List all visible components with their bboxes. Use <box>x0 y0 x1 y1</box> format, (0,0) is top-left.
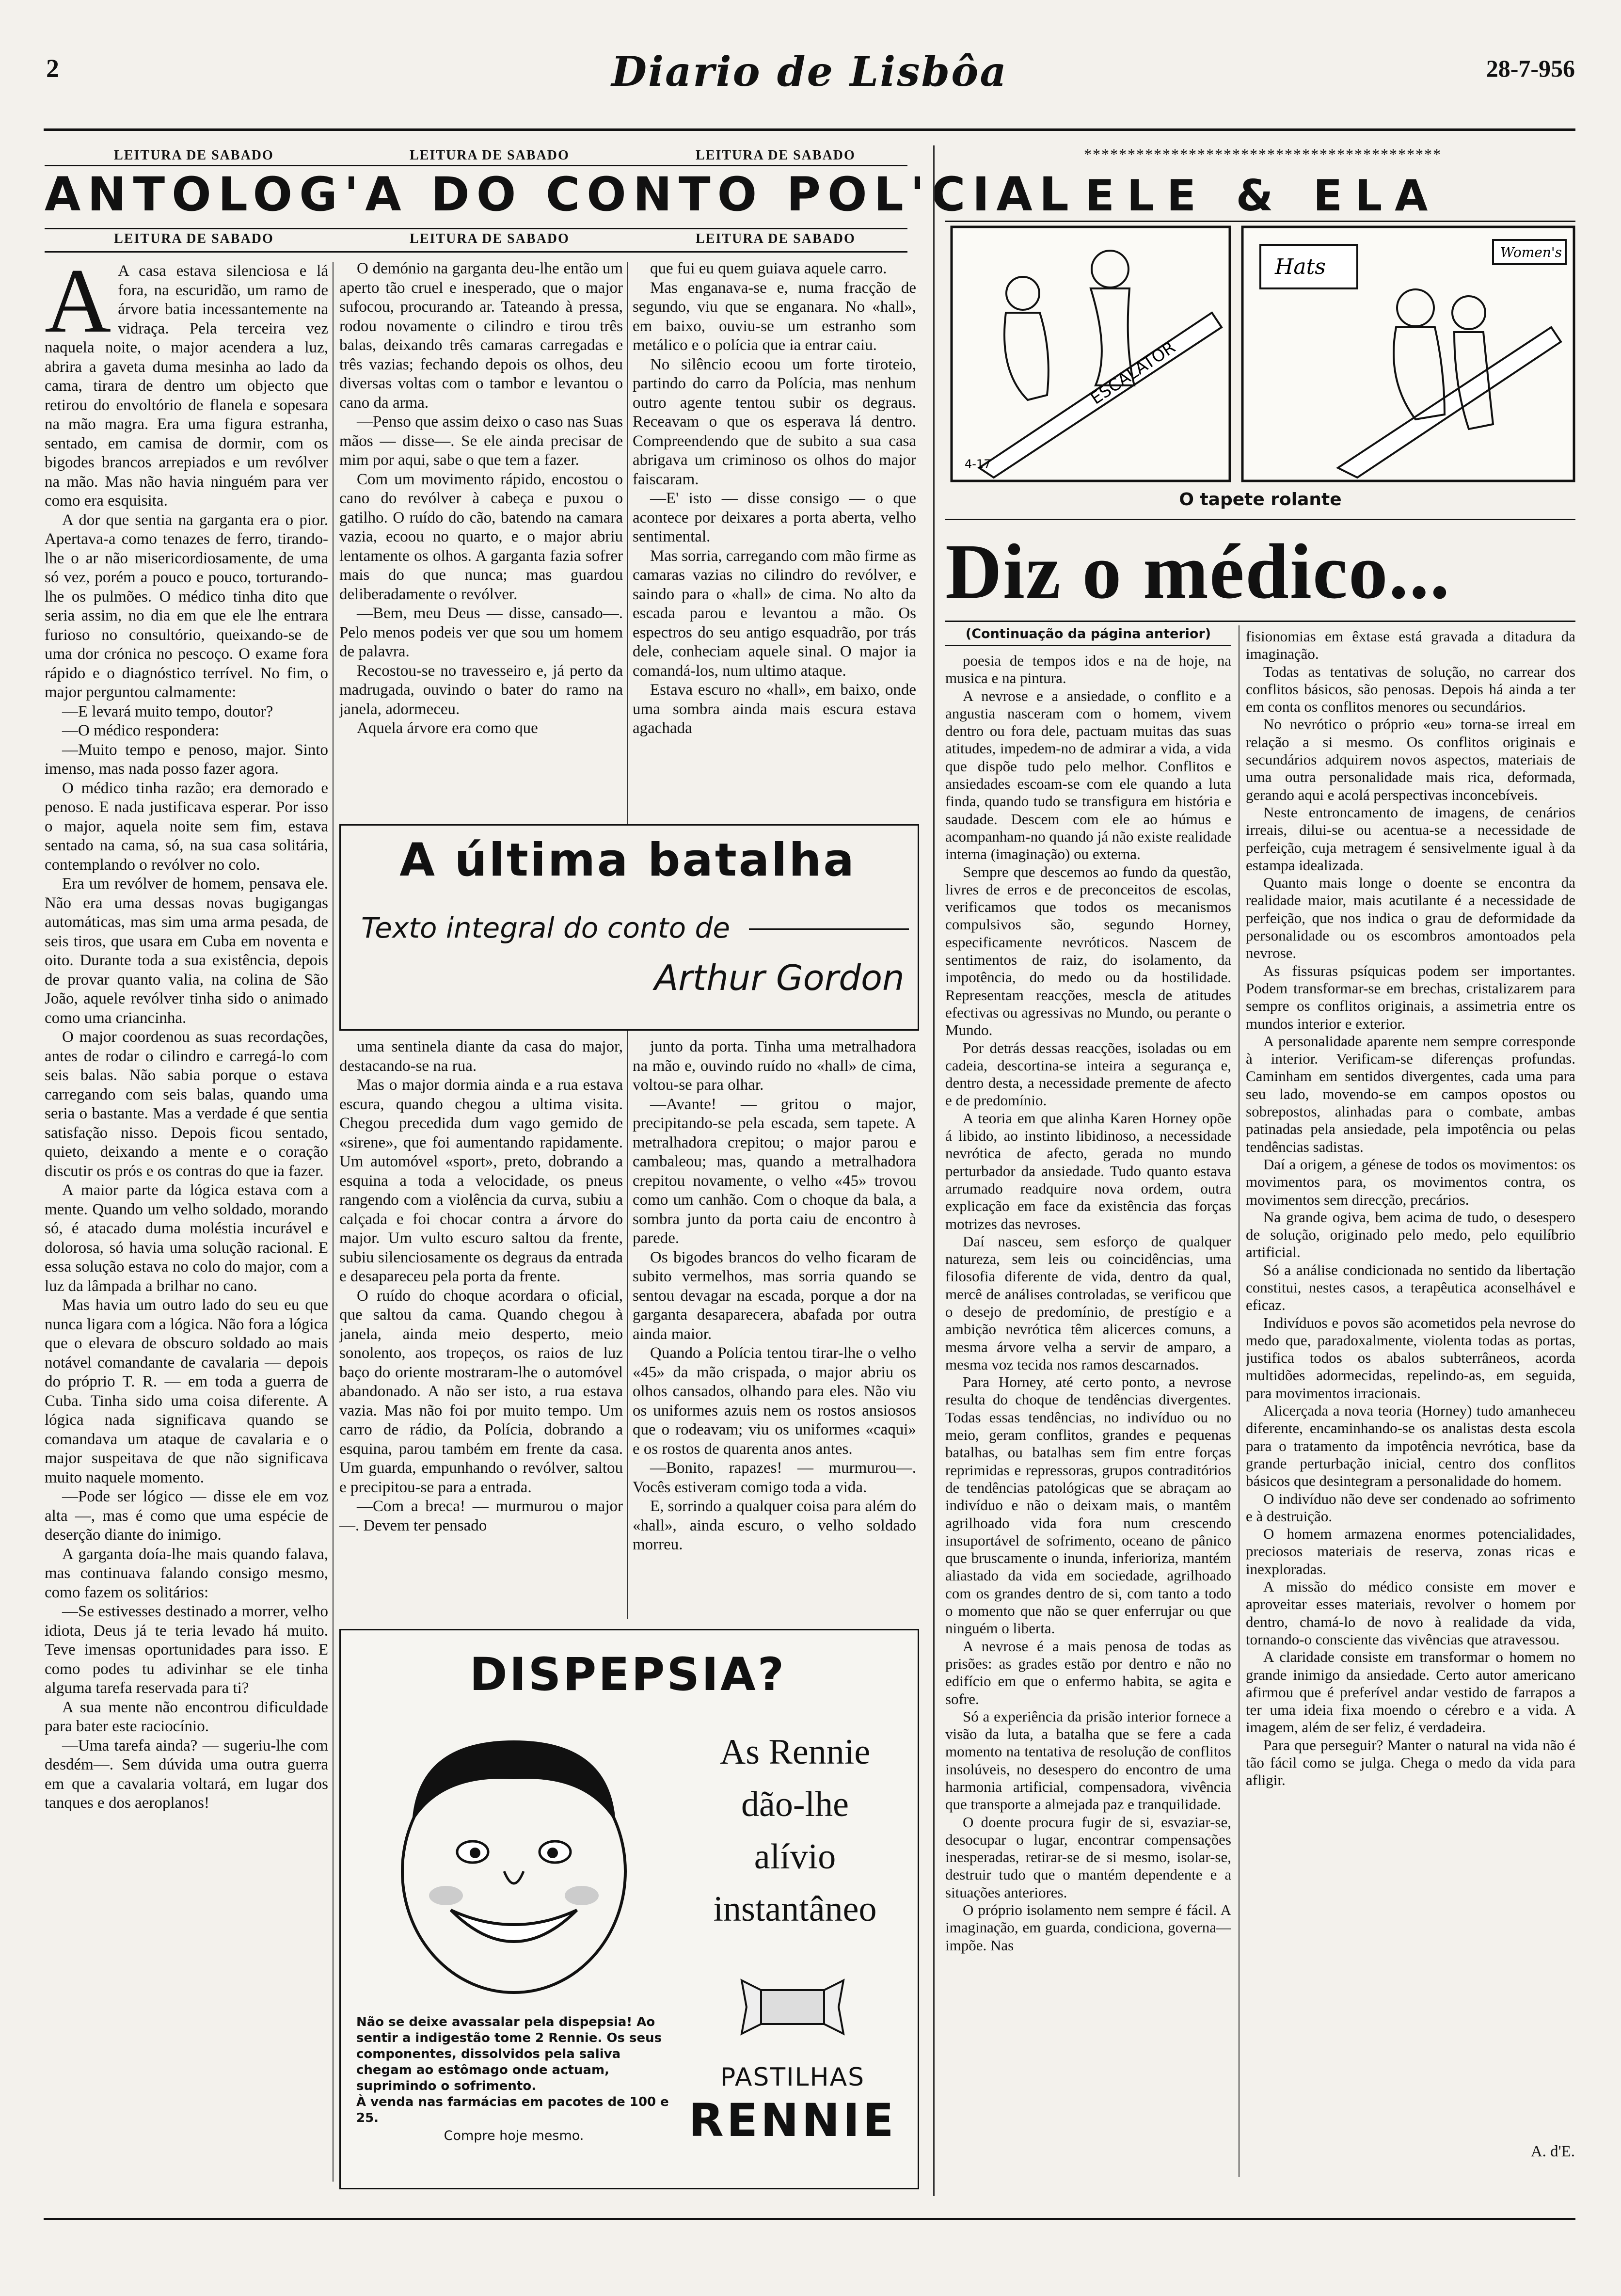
comic-title-rule <box>945 221 1575 222</box>
smiling-boy-illustration <box>359 1711 669 2002</box>
comic-caption: O tapete rolante <box>1179 490 1342 510</box>
story-paragraph: Era um revólver de homem, pensava ele. Não era uma dessas novas bugigangas automáticas, mas sim uma arma pesada, de seis tiros, que usara em Cuba em noventa e oito. Durante toda a sua existência, depois de provar quanto valia, na colina de São João, aquele revólver tinha sido o animado como uma criancinha. <box>45 875 328 1027</box>
column-paragraph: Daí a origem, a génese de todos os movimentos: os movimentos para, os movimentos contra, os movimentos sem direcção, precários. <box>1246 1155 1575 1208</box>
story-column-3b <box>633 1037 916 1619</box>
continuation-note: (Continuação da página anterior) <box>965 626 1211 641</box>
story-paragraph: Mas havia um outro lado do seu eu que nunca ligara com a lógica. Não fora a lógica que o elevara de obscuro soldado ao mais notável comandante de cavalaria — depois do próprio T. R. — em toda a guerra de Cuba. Tinha sido uma coisa diferente. A lógica nada significava quando se comandava um ataque de cavalaria e o major suspeitava de que não significava muito naquele momento. <box>45 1296 328 1486</box>
column-paragraph: A personalidade aparente nem sempre corresponde à interior. Verificam-se diferenças profundas. Caminham em sentidos divergentes, cada uma para seu lado, movendo-se em campos opostos ou sobrepostos, alinhadas para o combate, ambas patinadas pela ansiedade, pela impotência ou pelas tendências sadistas. <box>1246 1032 1575 1155</box>
column-paragraph: Sempre que descemos ao fundo da questão, livres de erros e de preconceitos de escolas, verificamos que todos os mecanismos compulsivos são, segundo Horney, especificamente nevróticos. Nascem de sentimentos de raiz, do isolamento, da impotência, do medo ou da hostilidade. Representam reacções, mescla de atitudes efectivas ou agressivas no Mundo, ou perante o Mundo. <box>945 863 1231 1039</box>
story-paragraph: Estava escuro no «hall», em baixo, onde uma sombra ainda mais escura estava agachada <box>633 681 916 737</box>
story-paragraph: —Se estivesses destinado a morrer, velho idiota, Deus já te teria levado há muito. Teve imensas oportunidades para isso. E como podes tu adivinhar se ele tinha alguma tarefa reservada para ti? <box>45 1603 328 1697</box>
column-rule <box>1239 625 1240 2177</box>
slogan-line: alívio <box>754 1837 836 1877</box>
story-column-1 <box>45 262 328 2182</box>
story-paragraph: O major coordenou as suas recordações, antes de rodar o cilindro e carregá-lo com seis balas. Não sabia porque o estava carregando com seis balas, quando uma seria o bastante. Mas a verdade é que sentia satisfação nisso. Depois ficou sentado, quieto, deixando a mente e o coração discutir os prós e os contras do que ia fazer. <box>45 1028 328 1180</box>
advert-availability: À venda nas farmácias em pacotes de 100 e 25. <box>356 2095 669 2125</box>
story-paragraph: Os bigodes brancos do velho ficaram de subito vermelhos, mas sorria quando se sentou devagar na escada, porque a dor na garganta desaparecera, abafada por outra ainda maior. <box>633 1248 916 1343</box>
womens-sign: Women's <box>1500 244 1562 260</box>
story-paragraph: que fui eu quem guiava aquele carro. <box>650 260 887 277</box>
story-paragraph: Mas sorria, carregando com mão firme as camaras vazias no cilindro do revólver, e saindo para o «hall» de cima. No alto da escada parou e levantou a mão. Os espectros do seu antigo esquadrão, por trás dele, conheciam aquele sinal. O major ia comandá-los, num ultimo ataque. <box>633 547 916 680</box>
column-paragraph: A claridade consiste em transformar o homem no grande inimigo da ansiedade. Certo autor americano afirmou que é preferível andar vestido de farrapos a ter uma ideia fixa moendo o cérebro e a vida. A imagem, além de ser feliz, é verdadeira. <box>1246 1648 1575 1736</box>
story-paragraph: —E' isto — disse consigo — o que acontece por deixares a porta aberta, velho sentimental. <box>633 490 916 545</box>
column-paragraph: A nevrose e a ansiedade, o conflito e a angustia nasceram com o homem, vivem dentro ou fora dele, pactuam muitas das suas atitudes, impedem-no de admirar a vida, a vida que dispõe tudo pelo melhor. Conflitos e ansiedades escoam-se com ele quando a luta finda, quando tudo se transfigura em história e saudade. Descem com ele ao húmus e acompanham-no quando já não existe realidade interna (imaginação) ou externa. <box>945 687 1231 863</box>
advert-small-print-text: Não se deixe avassalar pela dispepsia! Ao sentir a indigestão tome 2 Rennie. Os seus componentes, dissolvidos pela saliva chegam ao estômago onde actuam, suprimindo o sofrimento. <box>356 2015 662 2093</box>
story-author: Arthur Gordon <box>654 957 905 998</box>
column-paragraph: fisionomias em êxtase está gravada a ditadura da imaginação. <box>1246 628 1575 663</box>
column-paragraph: Por detrás dessas reacções, isoladas ou em cadeia, descortina-se inteira a segurança e, dentro desta, a necessidade premente de afecto e de predomínio. <box>945 1039 1231 1109</box>
story-paragraph: No silêncio ecoou um forte tiroteio, partindo do carro da Polícia, mas nenhum outro agente tentou subir os degraus. Receavam o que os esperava lá dentro. Compreendendo que de subito a sua casa abrigava um criminoso os olhos do major faiscaram. <box>633 355 916 488</box>
footer-rule <box>44 2218 1575 2220</box>
hats-sign: Hats <box>1275 255 1326 279</box>
column-paragraph: Alicerçada a nova teoria (Horney) tudo amanheceu diferente, encaminhando-se os analistas desta escola para o tratamento da impotência nevrótica, base da grande perturbação inicial, centro dos conflitos básicos que desintegram a personalidade do homem. <box>1246 1402 1575 1490</box>
column-paragraph: Para Horney, até certo ponto, a nevrose resulta do choque de tendências divergentes. Todas essas tendências, no indivíduo ou no meio, geram conflitos, grandes e pequenas batalhas, ou batalhas sem fim entre forças reprimidas e repressoras, grupos contraditórios de tendências patológicas que se abraçam ao indivíduo e não o deixam mais, o mantêm agrilhoado vida fora num crescendo insuportável de sofrimento, oceano de pânico que bruscamente o inunda, inferioriza, mantém aliastado da vida em sociedade, agrilhoado com os grandes dentro de si, com tanto a todo o momento que não se quer enferrujar ou que ninguém o liberta. <box>945 1373 1231 1637</box>
column-paragraph: A missão do médico consiste em mover e aproveitar esses materiais, revolver o homem por dentro, chamá-lo de novo à realidade da vida, tornando-o consciente das vivências que atravessou. <box>1246 1578 1575 1648</box>
story-paragraph: Mas enganava-se e, numa fracção de segundo, viu que se enganara. No «hall», em baixo, ouviu-se um estranho som metálico e o polícia que ia entrar caiu. <box>633 279 916 354</box>
story-paragraph: —Bonito, rapazes! — murmurou—. Vocês estiveram comigo toda a vida. <box>633 1459 916 1496</box>
story-paragraph: —O médico respondera: <box>62 722 220 739</box>
kicker-bottom-1: LEITURA DE SABADO <box>114 231 274 246</box>
page-number: 2 <box>46 54 59 83</box>
column-paragraph: As fissuras psíquicas podem ser importantes. Podem transformar-se em brechas, cristalizarem para sempre os conflitos originais, a assimetria entre os mundos interior e exterior. <box>1246 962 1575 1032</box>
escalator-sign: ESCALATOR <box>1087 337 1179 409</box>
story-paragraph: A garganta doía-lhe mais quando falava, mas continuava falando consigo mesmo, como fazem os solitários: <box>45 1545 328 1601</box>
column-paragraph: O homem armazena enormes potencialidades, preciosos materiais de reserva, zonas ricas e inexploradas. <box>1246 1525 1575 1578</box>
issue-date: 28-7-956 <box>1486 55 1575 82</box>
story-paragraph: —Com a breca! — murmurou o major—. Devem ter pensado <box>339 1498 623 1534</box>
column-paragraph: Todas as tentativas de solução, no carrear dos conflitos básicos, são penosas. Depois há ainda a ter em conta os conflitos menores ou secundários. <box>1246 663 1575 716</box>
column-title-rule <box>945 621 1575 622</box>
story-title: A última batalha <box>399 834 856 887</box>
story-paragraph: —Muito tempo e penoso, major. Sinto imenso, mas nada posso fazer agora. <box>45 741 328 778</box>
advert-small-print <box>356 2014 671 2126</box>
advert-brand: RENNIE <box>688 2094 897 2147</box>
advert-slogan <box>679 1726 911 1935</box>
comic-panel-1 <box>950 225 1231 482</box>
column-paragraph: Só a análise condicionada no sentido da libertação constitui, nestes casos, a terapêutica aconselhável e eficaz. <box>1246 1261 1575 1314</box>
story-paragraph: —Penso que assim deixo o caso nas Suas mãos — disse—. Se ele ainda precisar de mim por aqui, sabe o que tem a fazer. <box>339 413 623 469</box>
comic-bottom-rule <box>945 519 1575 520</box>
story-subtitle: Texto integral do conto de <box>361 911 731 944</box>
story-paragraph: junto da porta. Tinha uma metralhadora na mão e, ouvindo ruído no «hall» de cima, voltou-se para olhar. <box>633 1038 916 1094</box>
story-paragraph: —Avante! — gritou o major, precipitando-se pela escada, sem tapete. A metralhadora crepitou; o major parou e cambaleou; mas, quando a metralhadora crepitou novamente, o velho «45» trovou como um canhão. Com o choque da bala, a sombra junto da porta caiu de encontro à parede. <box>633 1095 916 1247</box>
story-paragraph: O médico tinha razão; era demorado e penoso. E nada justificava esperar. Por isso o major, aquela noite sem fim, estava sentado na cama, só, na sua casa solitária, contemplando o revólver no colo. <box>45 779 328 874</box>
story-paragraph: Com um movimento rápido, encostou o cano do revólver à cabeça e puxou o gatilho. O ruído do cão, batendo na camara vazia, ecoou no quarto, e o major abriu lentamente os olhos. A garganta fazia sofrer mais do que nunca; mas guardou deliberadamente o revólver. <box>339 470 623 603</box>
story-paragraph: —Bem, meu Deus — disse, cansado—. Pelo menos podeis ver que sou um homem de palavra. <box>339 605 623 660</box>
story-paragraph: uma sentinela diante da casa do major, destacando-se na rua. <box>339 1038 623 1075</box>
story-paragraph: Quando a Polícia tentou tirar-lhe o velho «45» da mão crispada, o major abriu os olhos cansados, olhando para eles. Não viu os uniformes azuis nem os rostos ansiosos que o rodeavam; viu os uniformes «caqui» e os rostos de quarenta anos antes. <box>633 1344 916 1458</box>
story-paragraph: Aquela árvore era como que <box>357 719 538 737</box>
advert-title: DISPEPSIA? <box>469 1648 786 1701</box>
slogan-line: As Rennie <box>719 1732 871 1772</box>
comic-title: ELE & ELA <box>1085 171 1441 221</box>
column-paragraph: A nevrose é a mais penosa de todas as prisões: as grades estão por dentro e não no edifício em que o enfermo habita, se agita e sofre. <box>945 1637 1231 1707</box>
column-paragraph: O doente procura fugir de si, esvaziar-se, desocupar o lugar, encontrar compensações inesperadas, retirar-se de si mesmo, isolar-se, destruir tudo que o mantém dependente e a situações anteriores. <box>945 1813 1231 1901</box>
drop-cap: A <box>45 262 111 352</box>
column-text-1 <box>945 652 1231 2169</box>
wrapped-tablet-icon <box>732 1976 853 2039</box>
strip-date: 4-17 <box>965 457 991 471</box>
continuation-rule <box>945 645 1231 646</box>
column-paragraph: Na grande ogiva, bem acima de tudo, o desespero de solução, originado pelo medo, pelo equilíbrio artificial. <box>1246 1208 1575 1261</box>
column-paragraph: Daí nasceu, sem esforço de qualquer natureza, sem leis ou coincidências, uma filosofia diferente de vida, dentro da qual, mercê de análises controladas, se verificou que o desejo de predomínio, de prestígio e a ambição nevrótica têm alicerces comuns, a mesma árvore velha a servir de amparo, a mesma voz tecida nos ramos descarnados. <box>945 1232 1231 1373</box>
column-text-2 <box>1246 628 1575 2136</box>
header-rule <box>44 128 1575 131</box>
anthology-title: ANTOLOG'A DO CONTO POL'CIAL <box>45 167 1076 222</box>
story-paragraph: Mas o major dormia ainda e a rua estava escura, quando chegou a ultima visita. Chegou precedida dum vago gemido de «sirene», que foi aumentando rapidamente. Um automóvel «sport», preto, dobrando a esquina a toda a velocidade, os pneus rangendo com a violência da curva, subiu a calçada e foi chocar contra a árvore do major. Um vulto escuro saltou da frente, subiu silenciosamente os degraus da entrada e desapareceu pela porta da frente. <box>339 1076 623 1285</box>
story-column-2 <box>339 259 623 822</box>
story-paragraph: —Pode ser lógico — disse ele em voz alta —, mas é como que uma espécie de deserção diante do inimigo. <box>45 1488 328 1544</box>
column-title: Diz o médico... <box>945 528 1451 615</box>
slogan-line: instantâneo <box>713 1889 877 1929</box>
masthead: Diario de Lisbôa <box>611 48 1008 96</box>
story-column-2b <box>339 1037 623 1619</box>
story-column-3 <box>633 259 916 822</box>
subtitle-rule <box>749 928 909 930</box>
anthology-rule-top <box>45 165 907 166</box>
story-paragraph: A maior parte da lógica estava com a mente. Quando um velho soldado, morando só, é atacado duma moléstia incurável e dolorosa, só havia uma solução racional. E essa solução estava no colo do major, com a luz da lâmpada a brilhar no cano. <box>45 1181 328 1295</box>
column-paragraph: A teoria em que alinha Karen Horney opõe á libido, ao instinto libidinoso, a necessidade nevrótica de afecto, gerada no mundo perturbador da ansiedade. Tudo quanto estava arrumado readquire nova ordem, outra explicação em face da existência das forças motrizes das nevroses. <box>945 1109 1231 1232</box>
comic-panel-2 <box>1241 225 1575 482</box>
comic-stars-top: ***************************************** <box>1084 145 1442 163</box>
column-paragraph: Neste entroncamento de imagens, de cenários irreais, dilui-se ou acentua-se a necessidade de perfeição, cuja metragem é sensivelmente igual à da estampa idealizada. <box>1246 803 1575 874</box>
kicker-top-2: LEITURA DE SABADO <box>410 148 570 163</box>
anthology-rule-base <box>45 251 907 253</box>
advert-product-line: PASTILHAS <box>720 2063 865 2092</box>
story-paragraph: O ruído do choque acordara o oficial, que saltou da cama. Quando chegou à janela, ainda meio desperto, meio sonolento, aos tropeços, os raios de luz baço do oriente mostraram-lhe o automóvel abandonado. A não ser isto, a rua estava vazia. Mas não foi por muito tempo. Um carro de rádio, da Polícia, dobrando a esquina, parou também em frente da casa. Um guarda, empunhando o revólver, saltou e precipitou-se para a entrada. <box>339 1287 623 1496</box>
story-paragraph: A sua mente não encontrou dificuldade para bater este raciocínio. <box>45 1698 328 1735</box>
kicker-bottom-3: LEITURA DE SABADO <box>696 231 856 246</box>
anthology-rule-bottom <box>45 228 907 229</box>
story-paragraph: A A casa estava silenciosa e lá fora, na escuridão, um ramo de árvore batia incessantemente na vidraça. Pela terceira vez naquela noite, o major acendera a luz, abrira a gaveta duma mesinha ao lado da cama, tirara de dentro um objecto que retirou do envoltório de flanela e sopesara na mão magra. Era uma figura estranha, sentado, em camisa de dormir, com os bigodes brancos arrepiados e um revólver na mão. Mas não havia ninguém para ver como era esquisita. <box>45 262 328 510</box>
column-paragraph: O indivíduo não deve ser condenado ao sofrimento e à destruição. <box>1246 1490 1575 1525</box>
story-paragraph: E, sorrindo a qualquer coisa para além do «hall», ainda escuro, o velho soldado morreu. <box>633 1498 916 1553</box>
column-paragraph: No nevrótico o próprio «eu» torna-se irreal em relação a si mesmo. Os conflitos originais e secundários adquirem novos aspectos, materiais de uma outra personalidade mais rica, deformada, gerando aqui e acolá perspectivas inconcebíveis. <box>1246 716 1575 803</box>
kicker-top-1: LEITURA DE SABADO <box>114 148 274 163</box>
story-paragraph: O demónio na garganta deu-lhe então um aperto tão cruel e inesperado, que o major sufocou, procurando ar. Tateando à pressa, rodou novamente o cilindro e tirou três balas, deixando três camaras carregadas e três vazias; fechando depois os olhos, deu diversas voltas com o tambor e levantou o cano da arma. <box>339 260 623 412</box>
kicker-bottom-2: LEITURA DE SABADO <box>410 231 570 246</box>
advert-call-to-action: Compre hoje mesmo. <box>444 2128 584 2143</box>
slogan-line: dão-lhe <box>741 1785 849 1824</box>
column-paragraph: O próprio isolamento nem sempre é fácil. A imaginação, em guarda, condiciona, governa—impõe. Nas <box>945 1901 1231 1954</box>
story-paragraph: —Uma tarefa ainda? — sugeriu-lhe com desdém—. Sem dúvida uma outra guerra em que a cavalaria voltará, em lugar dos tanques e dos aeroplanos! <box>45 1737 328 1812</box>
column-paragraph: Para que perseguir? Manter o natural na vida não é tão fácil como se julga. Chega o medo da vida para afligir. <box>1246 1736 1575 1789</box>
column-paragraph: poesia de tempos idos e na de hoje, na musica e na pintura. <box>945 652 1231 687</box>
column-signature: A. d'E. <box>1530 2143 1575 2160</box>
kicker-top-3: LEITURA DE SABADO <box>696 148 856 163</box>
story-paragraph: —E levará muito tempo, doutor? <box>62 702 273 720</box>
story-paragraph: A dor que sentia na garganta era o pior. Apertava-a como tenazes de ferro, tirando-lhe o ar não misericordiosamente, de uma só vez, porém a pouco e pouco, torturando-lhe os pulmões. O médico tinha dito que seria assim, no dia em que ele lhe entrara furioso no consultório, queixando-se de uma dor crónica no pescoço. O exame fora rápido e o diagnóstico terrível. No fim, o major perguntou calmamente: <box>45 511 328 701</box>
column-paragraph: Indivíduos e povos são acometidos pela nevrose do medo que, paradoxalmente, violenta todas as portas, justifica todos os abalos subterrâneos, acorda multidões adormecidas, repelindo-as, em seguida, para movimentos irracionais. <box>1246 1314 1575 1402</box>
column-paragraph: Quanto mais longe o doente se encontra da realidade maior, mais acutilante é a necessidade de perfeição, que nos indica o grau de deformidade da personalidade ou os escombros amontoados pela nevrose. <box>1246 874 1575 962</box>
section-divider <box>933 145 935 2196</box>
story-paragraph: Recostou-se no travesseiro e, já perto da madrugada, ouvindo o bater do ramo na janela, adormeceu. <box>339 662 623 718</box>
column-rule <box>333 262 334 2182</box>
column-paragraph: Só a experiência da prisão interior fornece a visão da luta, a batalha que se fere a cada momento na tentativa de resolução de conflitos insolúveis, no desespero do encontro de uma harmonia artificial, compensadora, vivência que transporte a almejada paz e tranquilidade. <box>945 1707 1231 1813</box>
